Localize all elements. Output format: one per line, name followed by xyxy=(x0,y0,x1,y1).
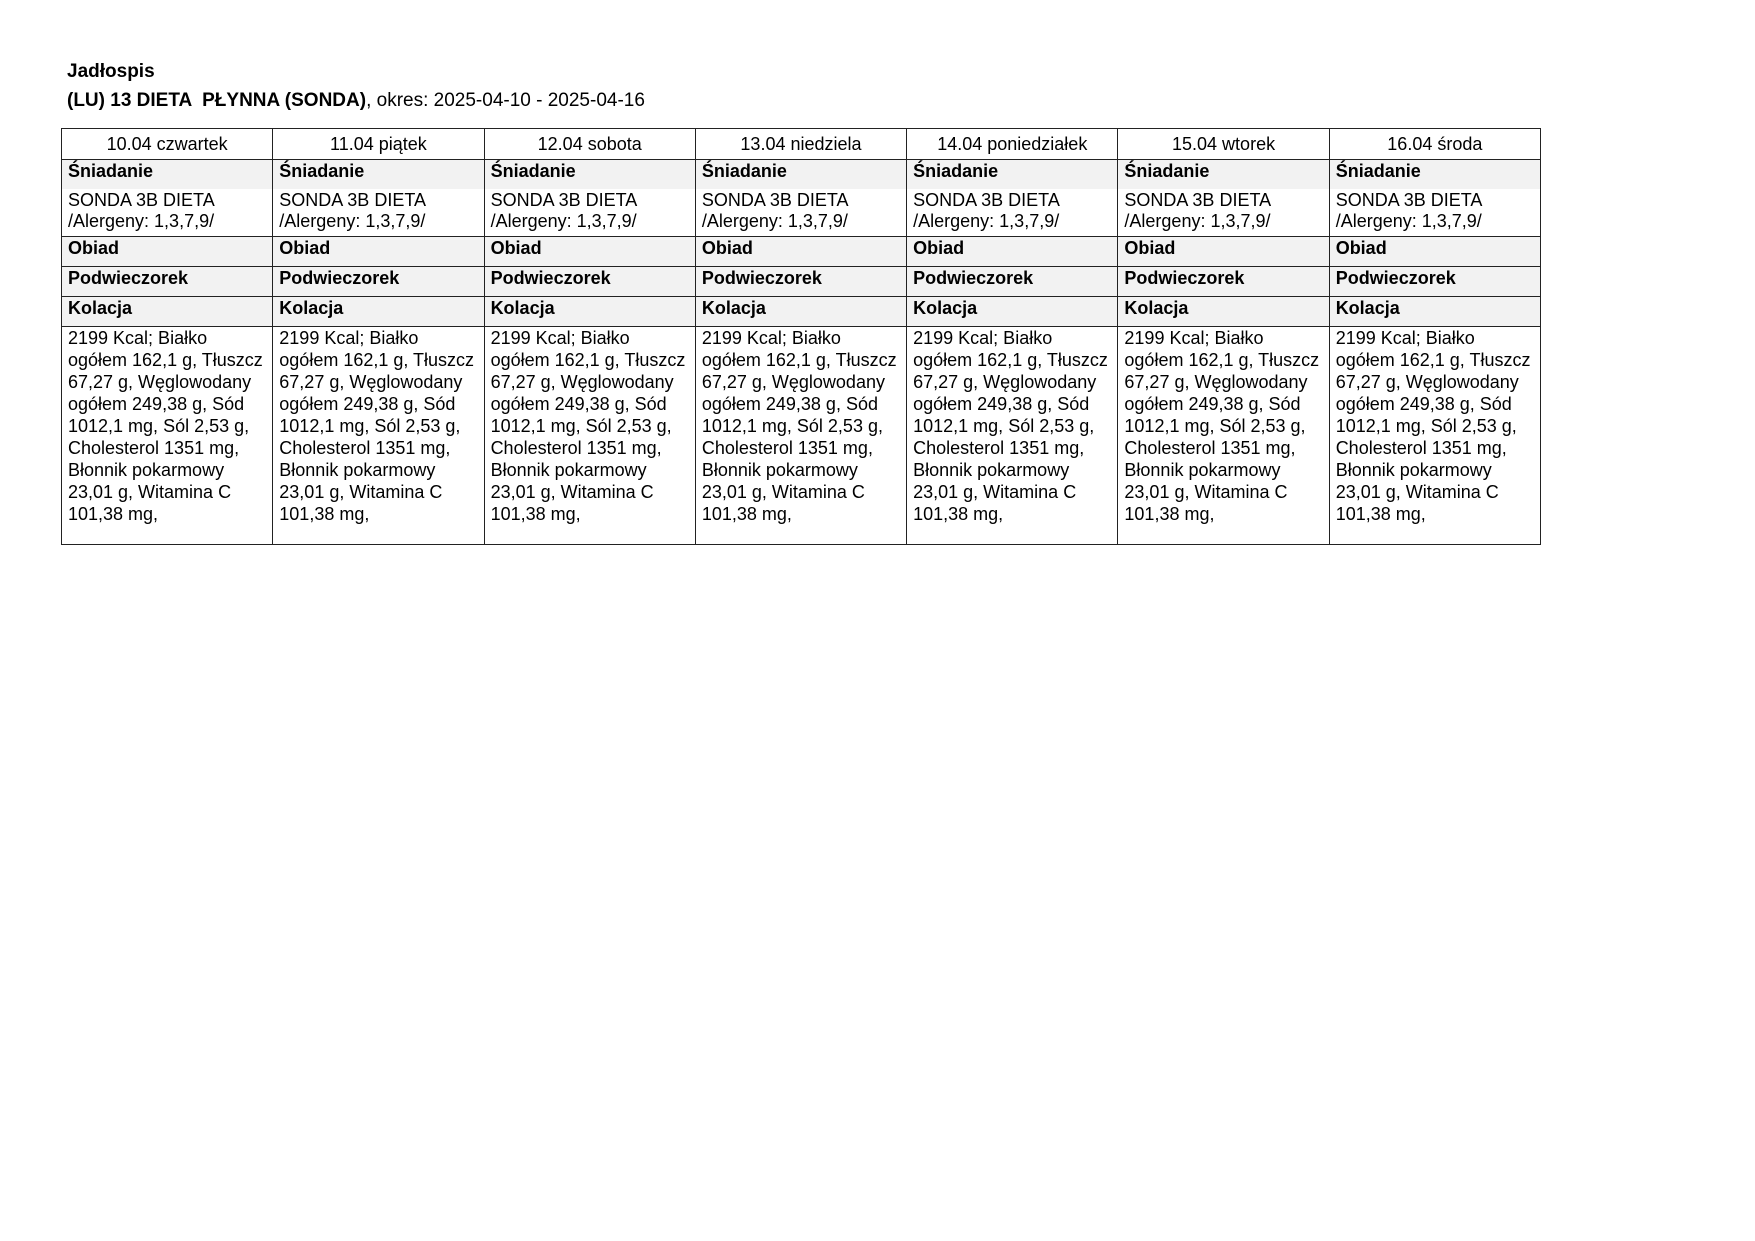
nutrition-row xyxy=(62,327,1541,545)
lunch-label: Obiad xyxy=(62,237,273,267)
nutrition-summary: 2199 Kcal; Białko ogółem 162,1 g, Tłuszcz 67,27 g, Węglowodany ogółem 249,38 g, Sód 1012,1 mg, Sól 2,53 g, Cholesterol 1351 mg, Błonnik pokarmowy 23,01 g, Witamina C 101,38 mg, xyxy=(907,327,1118,545)
menu-table xyxy=(61,128,1541,545)
lunch-label: Obiad xyxy=(1329,237,1540,267)
nutrition-summary: 2199 Kcal; Białko ogółem 162,1 g, Tłuszcz 67,27 g, Węglowodany ogółem 249,38 g, Sód 1012,1 mg, Sól 2,53 g, Cholesterol 1351 mg, Błonnik pokarmowy 23,01 g, Witamina C 101,38 mg, xyxy=(1118,327,1329,545)
dinner-label: Kolacja xyxy=(695,297,906,327)
document-title: Jadłospis xyxy=(67,61,155,82)
dinner-label-row xyxy=(62,297,1541,327)
nutrition-summary: 2199 Kcal; Białko ogółem 162,1 g, Tłuszcz 67,27 g, Węglowodany ogółem 249,38 g, Sód 1012,1 mg, Sól 2,53 g, Cholesterol 1351 mg, Błonnik pokarmowy 23,01 g, Witamina C 101,38 mg, xyxy=(1329,327,1540,545)
day-header: 14.04 poniedziałek xyxy=(907,129,1118,160)
day-header: 16.04 środa xyxy=(1329,129,1540,160)
snack-label: Podwieczorek xyxy=(273,267,484,297)
dinner-label: Kolacja xyxy=(1329,297,1540,327)
lunch-label: Obiad xyxy=(907,237,1118,267)
nutrition-summary: 2199 Kcal; Białko ogółem 162,1 g, Tłuszcz 67,27 g, Węglowodany ogółem 249,38 g, Sód 1012,1 mg, Sól 2,53 g, Cholesterol 1351 mg, Błonnik pokarmowy 23,01 g, Witamina C 101,38 mg, xyxy=(484,327,695,545)
dinner-label: Kolacja xyxy=(273,297,484,327)
breakfast-item: SONDA 3B DIETA /Alergeny: 1,3,7,9/ xyxy=(62,189,273,237)
snack-label: Podwieczorek xyxy=(62,267,273,297)
day-header: 11.04 piątek xyxy=(273,129,484,160)
breakfast-label: Śniadanie xyxy=(907,160,1118,190)
breakfast-item: SONDA 3B DIETA /Alergeny: 1,3,7,9/ xyxy=(484,189,695,237)
day-header: 15.04 wtorek xyxy=(1118,129,1329,160)
lunch-label: Obiad xyxy=(273,237,484,267)
lunch-label-row xyxy=(62,237,1541,267)
breakfast-label-row xyxy=(62,160,1541,190)
breakfast-item: SONDA 3B DIETA /Alergeny: 1,3,7,9/ xyxy=(273,189,484,237)
lunch-label: Obiad xyxy=(484,237,695,267)
dinner-label: Kolacja xyxy=(62,297,273,327)
breakfast-label: Śniadanie xyxy=(1118,160,1329,190)
breakfast-label: Śniadanie xyxy=(1329,160,1540,190)
snack-label: Podwieczorek xyxy=(695,267,906,297)
breakfast-label: Śniadanie xyxy=(62,160,273,190)
breakfast-item-row xyxy=(62,189,1541,237)
snack-label: Podwieczorek xyxy=(907,267,1118,297)
breakfast-item: SONDA 3B DIETA /Alergeny: 1,3,7,9/ xyxy=(695,189,906,237)
day-header-row xyxy=(62,129,1541,160)
period-label: , okres: 2025-04-10 - 2025-04-16 xyxy=(366,90,645,111)
dinner-label: Kolacja xyxy=(1118,297,1329,327)
nutrition-summary: 2199 Kcal; Białko ogółem 162,1 g, Tłuszcz 67,27 g, Węglowodany ogółem 249,38 g, Sód 1012,1 mg, Sól 2,53 g, Cholesterol 1351 mg, Błonnik pokarmowy 23,01 g, Witamina C 101,38 mg, xyxy=(273,327,484,545)
lunch-label: Obiad xyxy=(695,237,906,267)
dinner-label: Kolacja xyxy=(484,297,695,327)
dinner-label: Kolacja xyxy=(907,297,1118,327)
breakfast-label: Śniadanie xyxy=(484,160,695,190)
nutrition-summary: 2199 Kcal; Białko ogółem 162,1 g, Tłuszcz 67,27 g, Węglowodany ogółem 249,38 g, Sód 1012,1 mg, Sól 2,53 g, Cholesterol 1351 mg, Błonnik pokarmowy 23,01 g, Witamina C 101,38 mg, xyxy=(62,327,273,545)
breakfast-item: SONDA 3B DIETA /Alergeny: 1,3,7,9/ xyxy=(1118,189,1329,237)
diet-name: (LU) 13 DIETA PŁYNNA (SONDA) xyxy=(67,90,367,111)
day-header: 13.04 niedziela xyxy=(695,129,906,160)
snack-label: Podwieczorek xyxy=(1118,267,1329,297)
breakfast-label: Śniadanie xyxy=(273,160,484,190)
snack-label: Podwieczorek xyxy=(1329,267,1540,297)
lunch-label: Obiad xyxy=(1118,237,1329,267)
breakfast-label: Śniadanie xyxy=(695,160,906,190)
breakfast-item: SONDA 3B DIETA /Alergeny: 1,3,7,9/ xyxy=(907,189,1118,237)
snack-label: Podwieczorek xyxy=(484,267,695,297)
snack-label-row xyxy=(62,267,1541,297)
nutrition-summary: 2199 Kcal; Białko ogółem 162,1 g, Tłuszcz 67,27 g, Węglowodany ogółem 249,38 g, Sód 1012,1 mg, Sól 2,53 g, Cholesterol 1351 mg, Błonnik pokarmowy 23,01 g, Witamina C 101,38 mg, xyxy=(695,327,906,545)
document-subtitle xyxy=(67,89,645,113)
day-header: 10.04 czwartek xyxy=(62,129,273,160)
breakfast-item: SONDA 3B DIETA /Alergeny: 1,3,7,9/ xyxy=(1329,189,1540,237)
day-header: 12.04 sobota xyxy=(484,129,695,160)
